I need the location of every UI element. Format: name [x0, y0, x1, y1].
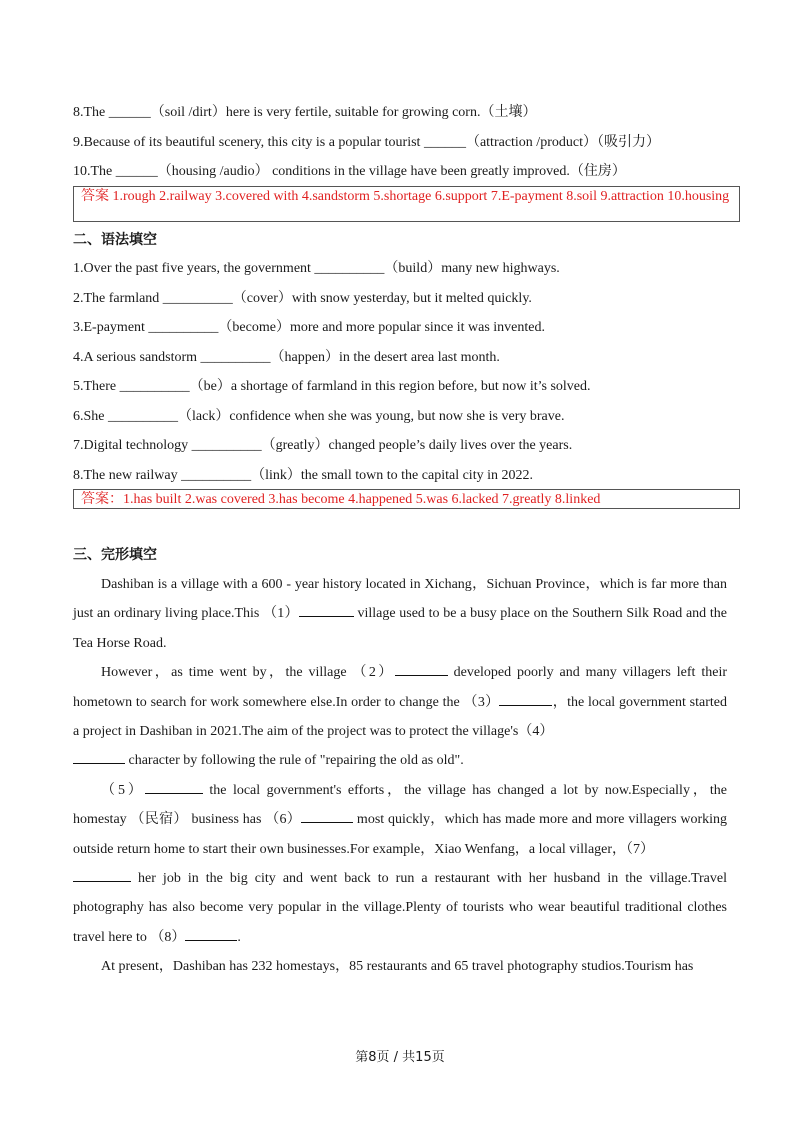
cloze-paragraph-3	[73, 776, 727, 952]
cloze-blank-6[interactable]	[301, 808, 353, 823]
cloze-text: the local government's efforts，the village has changed a lot by now.Especially，the homestay （民宿） business has （6）	[73, 782, 727, 828]
cloze-blank-5[interactable]	[145, 779, 203, 794]
cloze-blank-4[interactable]	[73, 749, 125, 764]
grammar-question-4: 4.A serious sandstorm __________（happen）in the desert area last month.	[73, 350, 500, 365]
vocab-question-8: 8.The ______（soil /dirt）here is very fertile, suitable for growing corn.（土壤）	[73, 105, 537, 120]
cloze-blank-3[interactable]	[499, 691, 552, 706]
vocab-question-10: 10.The ______（housing /audio） conditions in the village have been greatly improved.（住房）	[73, 164, 626, 179]
cloze-text: character by following the rule of "repairing the old as old".	[125, 753, 464, 769]
vocab-answer-box: 答案 1.rough 2.railway 3.covered with 4.sandstorm 5.shortage 6.support 7.E-payment 8.soil 9.attraction 10.housing	[73, 186, 740, 222]
section3-title: 三、完形填空	[73, 547, 157, 563]
cloze-blank-1[interactable]	[299, 602, 354, 617]
cloze-paragraph-2	[73, 658, 727, 776]
cloze-text: Dashiban is a village with a 600 - year history located in Xichang，Sichuan Province，which is far more than just an ordinary living place.This （1）	[73, 577, 727, 622]
grammar-question-3: 3.E-payment __________（become）more and more popular since it was invented.	[73, 320, 545, 335]
grammar-question-2: 2.The farmland __________（cover）with snow yesterday, but it melted quickly.	[73, 291, 532, 306]
grammar-question-8: 8.The new railway __________（link）the small town to the capital city in 2022.	[73, 468, 533, 483]
cloze-text: However，as time went by，the village （2）	[101, 665, 395, 681]
grammar-question-6: 6.She __________（lack）confidence when she was young, but now she is very brave.	[73, 409, 565, 424]
cloze-blank-7[interactable]	[73, 867, 131, 882]
grammar-question-5: 5.There __________（be）a shortage of farmland in this region before, but now it’s solved.	[73, 379, 591, 394]
cloze-text: .	[237, 929, 241, 945]
page-footer: 第8页 / 共15页	[355, 1050, 445, 1065]
cloze-text: ，the local government started a project in Dashiban in 2021.The aim of the project was to protect the village's（4）	[73, 694, 727, 740]
vocab-question-9: 9.Because of its beautiful scenery, this city is a popular tourist ______（attraction /product）（吸引力）	[73, 135, 660, 150]
cloze-text: developed poorly and many villagers left their hometown to search for work somewhere else.In order to change the （3）	[73, 665, 727, 710]
cloze-blank-8[interactable]	[185, 926, 237, 941]
cloze-text: （5）	[101, 782, 145, 798]
cloze-text: most quickly，which has made more and more villagers working outside return home to start their own businesses.For example，Xiao Wenfang，a local villager，（7）	[73, 812, 728, 857]
cloze-paragraph-4: At present，Dashiban has 232 homestays，85 restaurants and 65 travel photography studios.Tourism has	[101, 959, 694, 975]
section2-title: 二、语法填空	[73, 232, 157, 248]
grammar-answer-box: 答案：1.has built 2.was covered 3.has become 4.happened 5.was 6.lacked 7.greatly 8.linked	[73, 489, 740, 509]
cloze-text: her job in the big city and went back to run a restaurant with her husband in the village.Travel photography has also become very popular in the village.Plenty of tourists who wear beautiful traditional clothes travel here to （8）	[73, 871, 727, 945]
grammar-question-7: 7.Digital technology __________（greatly）changed people’s daily lives over the years.	[73, 438, 573, 453]
cloze-text: village used to be a busy place on the Southern Silk Road and the Tea Horse Road.	[73, 606, 727, 651]
cloze-blank-2[interactable]	[395, 661, 448, 676]
cloze-passage	[73, 570, 727, 982]
grammar-question-1: 1.Over the past five years, the government __________（build）many new highways.	[73, 261, 560, 276]
cloze-paragraph-1	[73, 570, 727, 658]
